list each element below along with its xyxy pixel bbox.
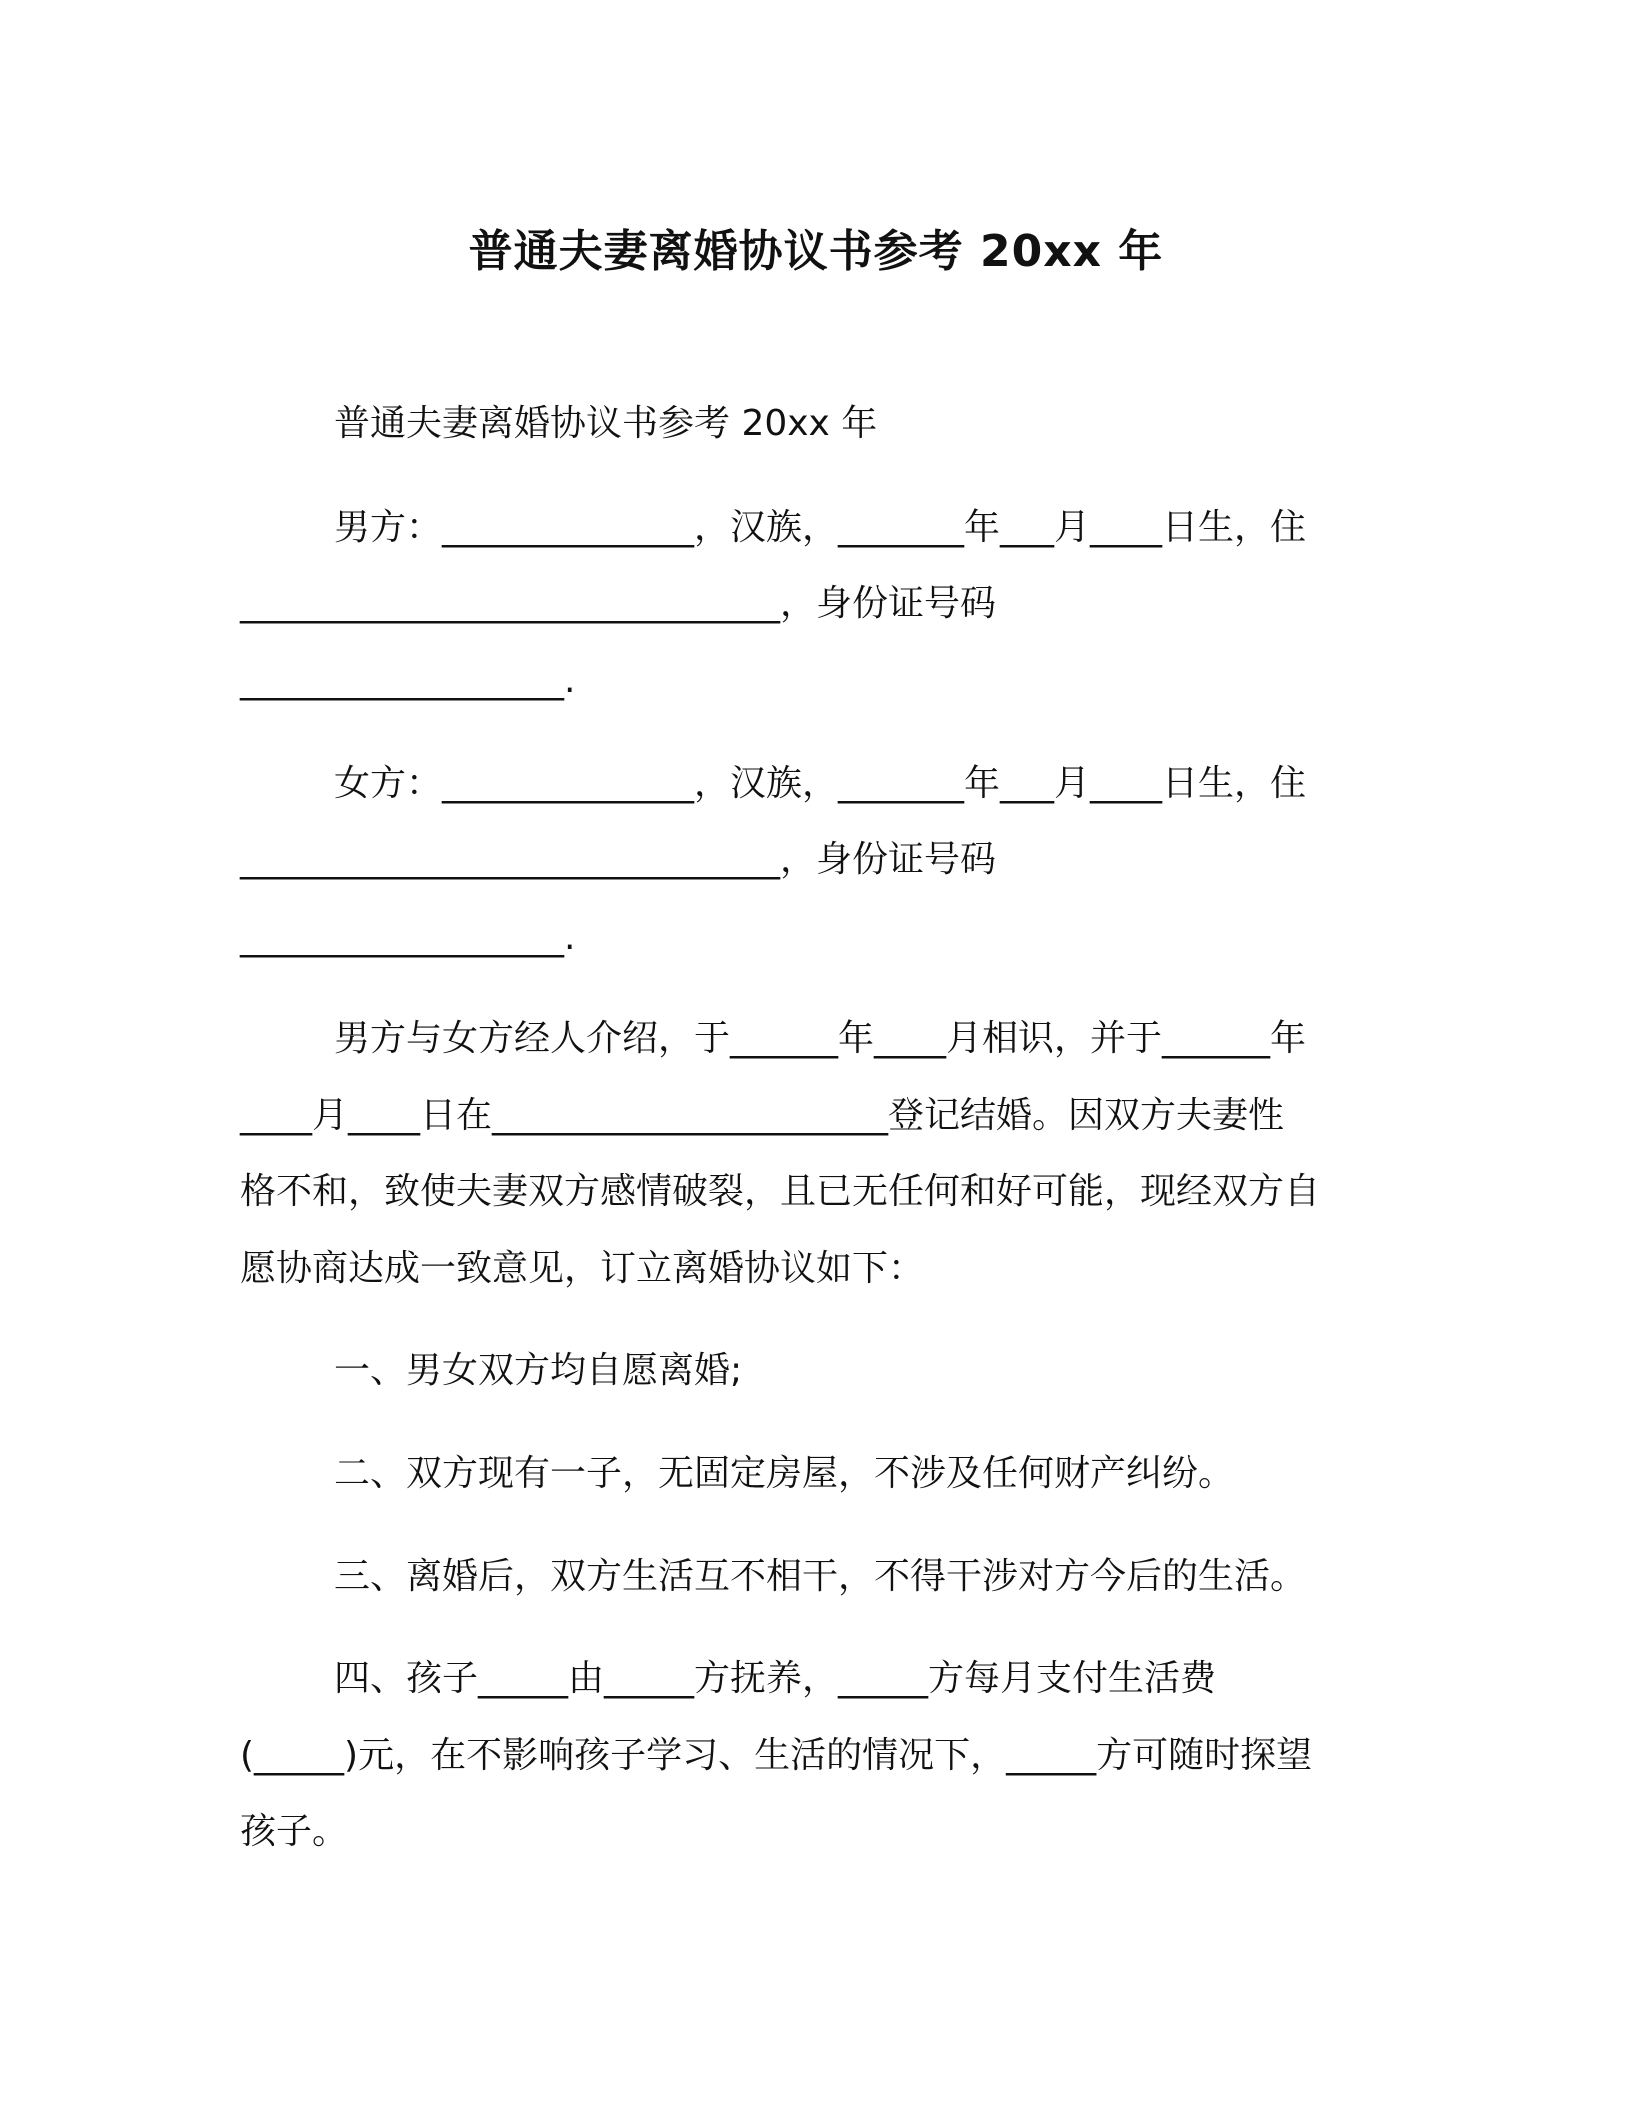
male-address-line: ______________________________，身份证号码 <box>240 583 997 624</box>
female-id-line: __________________. <box>240 917 576 958</box>
female-party-line: 女方：______________，汉族，_______年___月____日生，住 <box>334 763 1307 804</box>
body-paragraph-line: ____月____日在______________________登记结婚。因双方夫妻性 <box>240 1095 1285 1136</box>
clause-3: 三、离婚后，双方生活互不相干，不得干涉对方今后的生活。 <box>334 1556 1307 1597</box>
body-paragraph-line: 愿协商达成一致意见，订立离婚协议如下： <box>240 1248 925 1289</box>
clause-1: 一、男女双方均自愿离婚; <box>334 1350 743 1391</box>
male-party-line: 男方：______________，汉族，_______年___月____日生，住 <box>334 507 1307 548</box>
document-title: 普通夫妻离婚协议书参考 20xx 年 <box>468 226 1164 277</box>
body-paragraph-line: 男方与女方经人介绍，于______年____月相识，并于______年 <box>334 1018 1307 1059</box>
female-address-line: ______________________________，身份证号码 <box>240 839 997 880</box>
clause-4-line: 四、孩子_____由_____方抚养，_____方每月支付生活费 <box>334 1658 1217 1699</box>
clause-4-line: 孩子。 <box>240 1811 349 1852</box>
clause-4-line: (_____)元，在不影响孩子学习、生活的情况下，_____方可随时探望 <box>240 1735 1313 1776</box>
subtitle-line: 普通夫妻离婚协议书参考 20xx 年 <box>334 403 878 444</box>
body-paragraph-line: 格不和，致使夫妻双方感情破裂，且已无任何和好可能，现经双方自 <box>240 1171 1321 1212</box>
male-id-line: __________________. <box>240 660 576 701</box>
clause-2: 二、双方现有一子，无固定房屋，不涉及任何财产纠纷。 <box>334 1453 1235 1494</box>
